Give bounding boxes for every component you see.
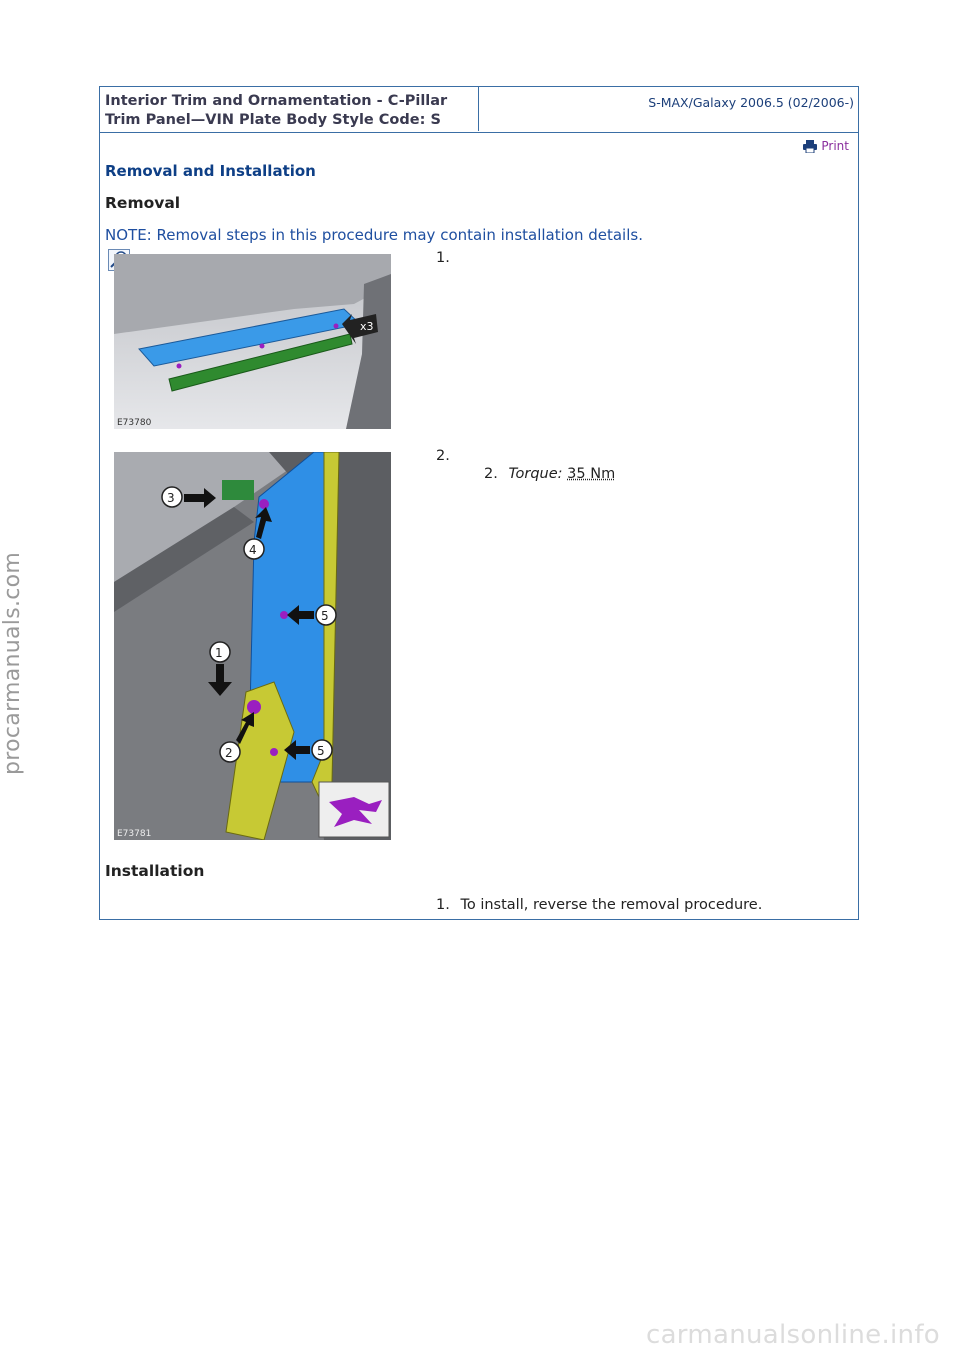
torque-label: Torque: — [508, 466, 563, 482]
title-line-2: Trim Panel—VIN Plate Body Style Code: S — [105, 112, 441, 128]
printer-icon — [803, 140, 817, 153]
side-watermark: procarmanuals.com — [0, 551, 25, 775]
figure2-code: E73781 — [117, 829, 152, 839]
svg-text:3: 3 — [167, 491, 175, 505]
clip-marker — [177, 364, 182, 369]
removal-note: NOTE: Removal steps in this procedure may contain installation details. — [105, 226, 643, 244]
installation-step-text: To install, reverse the removal procedure. — [460, 897, 763, 913]
figure1-callout: x3 — [360, 320, 374, 333]
sub-step-number: 2. — [484, 466, 498, 482]
svg-text:2: 2 — [225, 746, 233, 760]
clip-marker — [280, 611, 288, 619]
document-frame — [99, 86, 859, 920]
svg-text:5: 5 — [321, 609, 329, 623]
document-header — [100, 87, 858, 133]
model-label: S-MAX/Galaxy 2006.5 (02/2006-) — [648, 95, 854, 110]
removal-figure-2 — [114, 452, 391, 840]
figure2-vin-plate — [222, 480, 254, 500]
installation-step-number: 1. — [436, 897, 450, 913]
section-title: Removal and Installation — [105, 162, 316, 180]
print-label: Print — [821, 139, 849, 153]
clip-marker — [334, 324, 339, 329]
svg-text:4: 4 — [249, 543, 257, 557]
footer-watermark: carmanualsonline.info — [645, 1320, 940, 1350]
print-button[interactable] — [803, 139, 849, 153]
clip-marker — [270, 748, 278, 756]
svg-text:1: 1 — [215, 646, 223, 660]
clip-marker — [260, 344, 265, 349]
removal-step-1-number: 1. — [436, 250, 450, 266]
torque-spec — [484, 466, 615, 482]
removal-step-2-number: 2. — [436, 448, 450, 464]
svg-text:5: 5 — [317, 744, 325, 758]
torque-value[interactable]: 35 Nm — [567, 466, 616, 482]
clip-marker — [259, 499, 269, 509]
removal-heading: Removal — [105, 194, 181, 212]
page-title — [100, 87, 479, 131]
figure1-code: E73780 — [117, 418, 152, 428]
title-line-1: Interior Trim and Ornamentation - C-Pillar — [105, 93, 448, 109]
removal-figure-1 — [114, 254, 391, 429]
bolt-marker — [247, 700, 261, 714]
installation-step-1 — [436, 897, 762, 913]
installation-heading: Installation — [105, 862, 205, 880]
